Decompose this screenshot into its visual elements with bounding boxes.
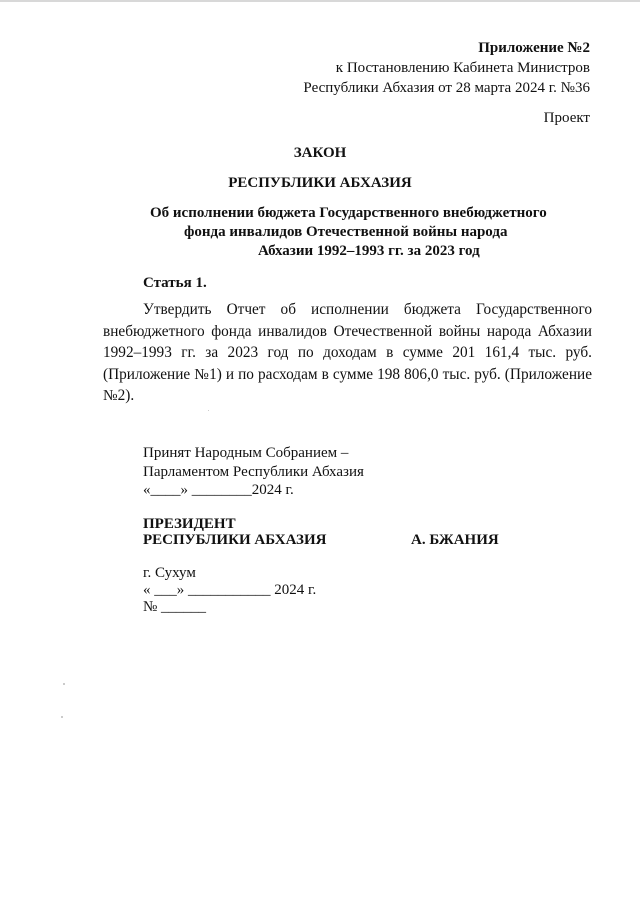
scan-edge xyxy=(0,0,640,2)
appendix-label: Приложение №2 xyxy=(478,40,590,56)
adoption-line-1: Принят Народным Собранием – xyxy=(143,445,349,461)
president-title-1: ПРЕЗИДЕНТ xyxy=(143,516,236,532)
subject-line-3: Абхазии 1992–1993 гг. за 2023 год xyxy=(258,243,480,259)
scan-speck xyxy=(63,683,65,685)
subject-line-1: Об исполнении бюджета Государственного внебюджетного xyxy=(150,205,547,221)
republic-title: РЕСПУБЛИКИ АБХАЗИЯ xyxy=(228,175,412,191)
article-line-5: №2). xyxy=(103,387,135,404)
article-line-4: (Приложение №1) и по расходам в сумме 198 806,0 тыс. руб. (Приложение xyxy=(103,365,592,383)
article-body xyxy=(103,299,592,407)
reference-line-1: к Постановлению Кабинета Министров xyxy=(335,60,590,76)
reference-line-2: Республики Абхазия от 28 марта 2024 г. №36 xyxy=(303,80,590,96)
article-line-3: 1992–1993 гг. за 2023 год по доходам в сумме 201 161,4 тыс. руб. xyxy=(103,344,592,361)
president-title-2: РЕСПУБЛИКИ АБХАЗИЯ xyxy=(143,532,327,548)
law-title: ЗАКОН xyxy=(293,145,347,161)
president-name: А. БЖАНИЯ xyxy=(411,532,499,548)
scan-speck xyxy=(208,410,209,411)
signing-date-line: « ___» ___________ 2024 г. xyxy=(143,582,317,598)
adoption-line-2: Парламентом Республики Абхазия xyxy=(143,464,364,480)
city: г. Сухум xyxy=(143,565,196,581)
document-number-line: № ______ xyxy=(143,599,207,615)
scan-speck xyxy=(61,716,63,718)
article-line-2: внебюджетного фонда инвалидов Отечественной войны народа Абхазии xyxy=(103,322,592,340)
draft-label: Проект xyxy=(543,110,590,126)
adoption-date-line: «____» ________2024 г. xyxy=(143,482,294,498)
article-heading: Статья 1. xyxy=(143,275,207,291)
article-line-1: Утвердить Отчет об исполнении бюджета Государственного xyxy=(143,301,592,318)
subject-line-2: фонда инвалидов Отечественной войны народа xyxy=(184,224,508,240)
